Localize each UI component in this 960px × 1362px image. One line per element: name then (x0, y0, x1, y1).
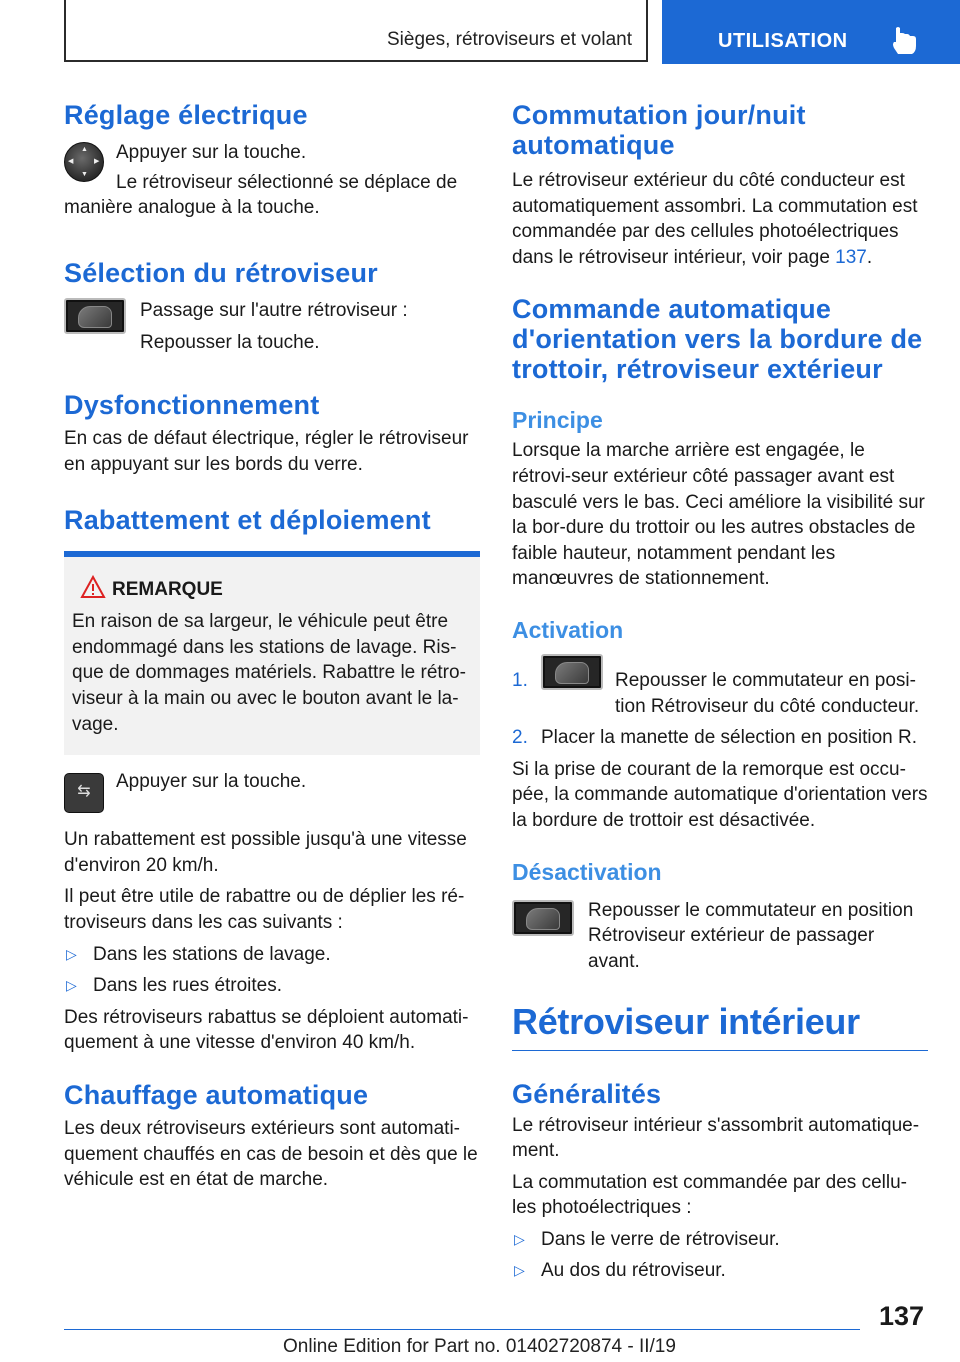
desactivation-text: Repousser le commutateur en position Rétroviseur extérieur de passager avant. (588, 899, 914, 972)
step-text: Repousser le commutateur en posi‐tion Rétroviseur du côté conducteur. (615, 669, 920, 717)
note-title-text: REMARQUE (112, 579, 223, 601)
heading-chauffage: Chauffage automatique (64, 1079, 369, 1110)
heading-rabattement: Rabattement et déploiement (64, 505, 431, 536)
edition-text: Online Edition for Part no. 01402720874 - II/19 (283, 1336, 676, 1357)
chauffage-text: Les deux rétroviseurs extérieurs sont automati‐quement chauffés en cas de besoin et dès que le véhicule est en état de marche. (64, 1117, 478, 1191)
desactivation-block (512, 898, 928, 972)
step-item: 1. Repousser le commutateur en posi‐tion Rétroviseur du côté conducteur. (512, 654, 928, 719)
right-column (512, 100, 928, 1284)
chapter-rule (512, 1050, 928, 1051)
heading-desactivation: Désactivation (512, 858, 662, 885)
fold-cases-text: Il peut être utile de rabattre ou de déplier les ré‐troviseurs dans les cas suivants : (64, 886, 465, 933)
list-item: ▷ Dans les rues étroites. (64, 973, 480, 999)
heading-reglage: Réglage électrique (64, 100, 308, 130)
activation-trailer-text: Si la prise de courant de la remorque est occu‐pée, la commande automatique d'orientation vers la bordure de trottoir est désactivée. (512, 758, 928, 831)
heading-commutation: Commutation jour/nuit automatique (512, 100, 806, 160)
mirror-select-switch-icon (512, 900, 574, 936)
generalites-text-1: Le rétroviseur intérieur s'assombrit automatique‐ment. (512, 1114, 920, 1162)
fold-text: Appuyer sur la touche. (116, 771, 307, 793)
principe-text: Lorsque la marche arrière est engagée, le rétrovi‐seur extérieur côté passager avant est basculé vers le bas. Ceci améliore la visibilité sur la bor‐dure du trottoir ou les autres obstacles de faible hauteur, notamment pendant les manœuvres de stationnement. (512, 440, 925, 590)
section-title: Sièges, rétroviseurs et volant (386, 29, 632, 50)
heading-selection: Sélection du rétroviseur (64, 258, 378, 288)
mirror-fold-button-icon: ⇆ (64, 773, 104, 813)
reglage-text-1: Appuyer sur la touche. (116, 142, 307, 163)
dysf-text: En cas de défaut électrique, régler le rétroviseur en appuyant sur les bords du verre. (64, 428, 469, 475)
reglage-text-2: Le rétroviseur sélectionné se déplace de manière analogue à la touche. (64, 171, 458, 219)
pointing-hand-icon (892, 26, 918, 56)
activation-steps (512, 654, 928, 751)
heading-retroviseur-interieur: Rétroviseur intérieur (512, 1000, 860, 1042)
running-header (64, 0, 648, 62)
note-title (72, 577, 472, 603)
page-link[interactable]: 137 (835, 246, 867, 268)
chapter-tab-label: UTILISATION (718, 30, 848, 52)
list-item: ▷ Au dos du rétroviseur. (512, 1258, 928, 1284)
fold-speed-text: Un rabattement est possible jusqu'à une vitesse d'environ 20 km/h. (64, 829, 467, 876)
heading-commande-auto: Commande automatique d'orientation vers la bordure de trottoir, rétroviseur extérieur (512, 294, 923, 385)
selection-text-2: Repousser la touche. (140, 331, 320, 353)
list-item: ▷ Dans le verre de rétroviseur. (512, 1227, 928, 1253)
mirror-adjust-button-icon: ▲ ▼ ◀ ▶ (64, 142, 104, 182)
heading-dysfonctionnement: Dysfonctionnement (64, 390, 320, 420)
commutation-text: Le rétroviseur extérieur du côté conducteur est automatiquement assombri. La commutation est commandée par des cellules photoélectriques dans le rétroviseur intérieur, voir page 137. (512, 170, 918, 268)
mirror-select-switch-icon (541, 654, 603, 690)
left-column (64, 100, 480, 1193)
fold-block (64, 769, 480, 821)
reglage-block (64, 140, 480, 230)
selection-block (64, 298, 480, 362)
note-box (64, 557, 480, 755)
note-text: En raison de sa largeur, le véhicule peut être endommagé dans les stations de lavage. Ris‐que de dommages matériels. Rabattre le rétro‐viseur à la main ou avec le bouton avant le la‐vage. (72, 611, 466, 735)
heading-generalites: Généralités (512, 1078, 662, 1109)
step-item: 2. Placer la manette de sélection en position R. (512, 727, 917, 749)
page-number: 137 (878, 1301, 924, 1331)
generalites-text-2: La commutation est commandée par des cellu‐les photoélectriques : (512, 1171, 907, 1219)
selection-text-1: Passage sur l'autre rétroviseur : (140, 300, 408, 321)
unfold-text: Des rétroviseurs rabattus se déploient automati‐quement à une vitesse d'environ 40 km/h. (64, 1006, 469, 1054)
step-text: Placer la manette de sélection en position R. (541, 727, 917, 749)
chapter-tab[interactable] (662, 0, 960, 64)
heading-activation: Activation (512, 616, 624, 643)
list-item: ▷ Dans les stations de lavage. (64, 942, 480, 968)
warning-triangle-icon (80, 575, 106, 599)
mirror-select-switch-icon (64, 298, 126, 334)
cells-list (512, 1227, 928, 1284)
footer-rule (64, 1329, 860, 1330)
fold-cases-list (64, 942, 480, 999)
heading-principe: Principe (512, 407, 603, 434)
